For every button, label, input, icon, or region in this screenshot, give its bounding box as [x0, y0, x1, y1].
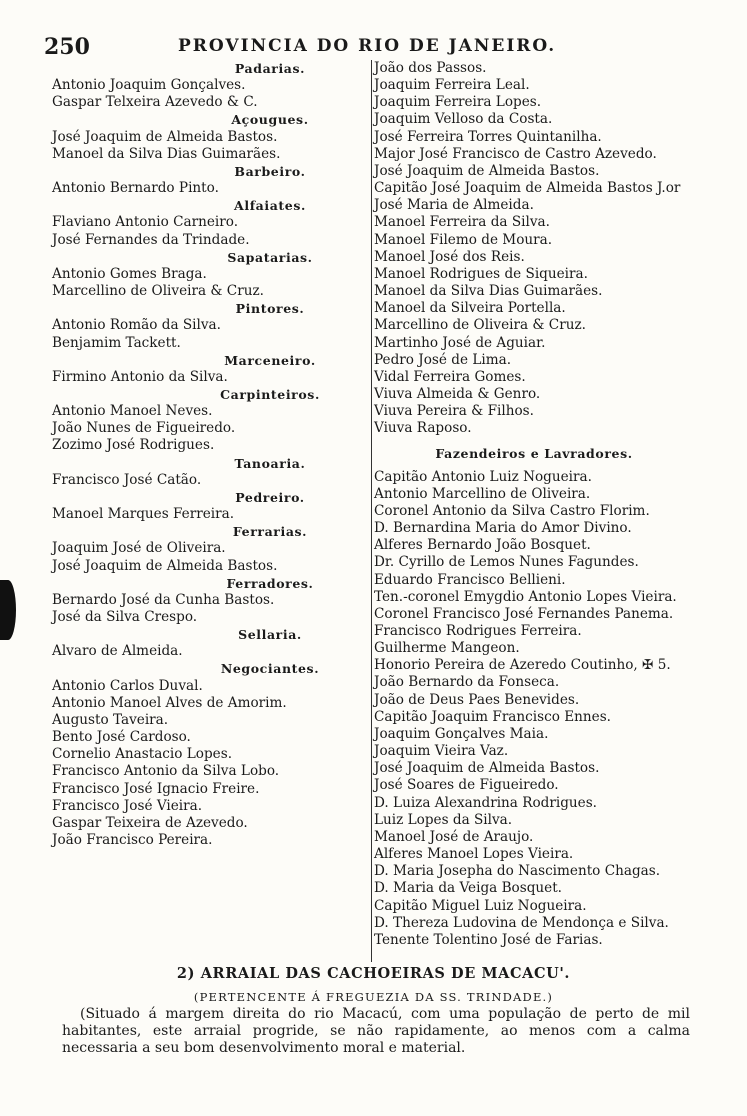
list-item: Manoel José dos Reis. [374, 248, 525, 265]
negociantes-continued [374, 60, 694, 437]
list-item: Honorio Pereira de Azeredo Coutinho, ✠ 5. [374, 657, 671, 674]
list-item: D. Thereza Ludovina de Mendonça e Silva. [374, 914, 669, 931]
section-heading: Açougues. [231, 112, 309, 128]
list-item: José Joaquim de Almeida Bastos. [374, 760, 600, 777]
section-heading: Carpinteiros. [220, 386, 320, 402]
list-item: Gaspar Telxeira Azevedo & C. [52, 94, 258, 111]
list-item: Manoel Filemo de Moura. [374, 231, 553, 248]
list-item: Gaspar Teixeira de Azevedo. [52, 814, 248, 831]
list-item: D. Maria Josepha do Nascimento Chagas. [374, 863, 661, 880]
list-item: José Soares de Figueiredo. [374, 777, 559, 794]
section-heading: Ferrarias. [232, 524, 308, 540]
left-column [52, 60, 368, 849]
list-item: José Joaquim de Almeida Bastos. [52, 557, 278, 574]
list-item: Bernardo José da Cunha Bastos. [52, 591, 275, 608]
ink-blot [0, 580, 16, 640]
list-item: Antonio Gomes Braga. [52, 265, 207, 282]
list-item: Capitão Miguel Luiz Nogueira. [374, 897, 587, 914]
list-item: Augusto Taveira. [52, 711, 169, 728]
list-item: Martinho José de Aguiar. [374, 334, 546, 351]
list-item: Luiz Lopes da Silva. [374, 811, 513, 828]
section-heading-fazendeiros: Fazendeiros e Lavradores. [435, 446, 633, 462]
list-item: João Francisco Pereira. [52, 832, 213, 849]
list-item: Joaquim Ferreira Lopes. [374, 94, 542, 111]
list-item: Viuva Pereira & Filhos. [374, 403, 534, 420]
section-heading: Marceneiro. [224, 352, 316, 368]
list-item: Francisco Rodrigues Ferreira. [374, 623, 582, 639]
section-subtitle: (PERTENCENTE Á FREGUEZIA DA SS. TRINDADE.) [193, 990, 554, 1004]
list-item: Ten.-coronel Emygdio Antonio Lopes Vieira. [374, 588, 677, 605]
list-item: João Bernardo da Fonseca. [374, 674, 560, 691]
list-item: Antonio Bernardo Pinto. [52, 180, 219, 197]
list-item: Antonio Marcellino de Oliveira. [374, 485, 591, 502]
page-number: 250 [44, 34, 90, 60]
right-column [371, 60, 694, 962]
list-item: Capitão Antonio Luiz Nogueira. [374, 468, 592, 485]
list-item: Joaquim Ferreira Leal. [374, 77, 530, 94]
list-item: Manoel da Silveira Portella. [374, 300, 566, 317]
list-item: José Joaquim de Almeida Bastos. [52, 128, 278, 145]
list-item: Marcellino de Oliveira & Cruz. [52, 283, 264, 300]
list-item: D. Maria da Veiga Bosquet. [374, 880, 563, 897]
section-heading: Tanoaria. [234, 455, 306, 471]
list-item: Manoel da Silva Dias Guimarães. [374, 283, 603, 300]
section-heading: Sellaria. [238, 627, 302, 643]
list-item: Marcellino de Oliveira & Cruz. [374, 317, 586, 334]
list-item: Francisco Antonio da Silva Lobo. [52, 763, 280, 780]
running-head: PROVINCIA DO RIO DE JANEIRO. [178, 36, 557, 56]
list-item: Capitão Joaquim Francisco Ennes. [374, 708, 612, 725]
list-item: Flaviano Antonio Carneiro. [52, 214, 239, 231]
list-item: Vidal Ferreira Gomes. [374, 368, 526, 385]
list-item: Francisco José Catão. [52, 471, 202, 488]
list-item: Joaquim José de Oliveira. [52, 540, 226, 557]
list-item: Major José Francisco de Castro Azevedo. [374, 145, 657, 162]
list-item: Pedro José de Lima. [374, 351, 512, 368]
section-paragraph: (Situado á margem direita do rio Macacú, com uma população de perto de mil habitantes, este arraial progride, se não rapidamente, ao menos com a calma necessaria a seu bom desenvolvimento moral e material. [62, 1006, 690, 1056]
section-heading: Alfaiates. [234, 198, 306, 214]
list-item: Antonio Joaquim Gonçalves. [52, 77, 246, 94]
list-item: Francisco José Vieira. [52, 797, 203, 814]
section-title: 2) ARRAIAL DAS CACHOEIRAS DE MACACU'. [176, 965, 571, 982]
list-item: Antonio Romão da Silva. [52, 317, 221, 334]
list-item: Manoel Ferreira da Silva. [374, 214, 550, 231]
section-heading: Negociantes. [220, 661, 320, 677]
list-item: Coronel Francisco José Fernandes Panema. [374, 605, 674, 622]
list-item: José Joaquim de Almeida Bastos. [374, 162, 600, 179]
section-heading: Ferradores. [226, 575, 314, 591]
list-item: Francisco José Ignacio Freire. [52, 780, 260, 797]
list-item: Alferes Bernardo João Bosquet. [374, 537, 591, 554]
list-item: Joaquim Velloso da Costa. [374, 111, 553, 128]
list-item: D. Bernardina Maria do Amor Divino. [374, 520, 632, 537]
list-item: Tenente Tolentino José de Farias. [374, 931, 603, 948]
list-item: Viuva Raposo. [374, 420, 472, 437]
fazendeiros-list [374, 469, 694, 949]
section-heading: Sapatarias. [227, 249, 313, 265]
list-item: Alvaro de Almeida. [52, 643, 183, 660]
list-item: Alferes Manoel Lopes Vieira. [374, 846, 574, 863]
list-item: Bento José Cardoso. [52, 729, 191, 746]
list-item: D. Luiza Alexandrina Rodrigues. [374, 794, 598, 811]
list-item: Benjamim Tackett. [52, 334, 181, 351]
list-item: João de Deus Paes Benevides. [374, 691, 580, 708]
list-item: Viuva Almeida & Genro. [374, 385, 541, 402]
section-heading: Barbeiro. [234, 163, 306, 179]
list-item: Capitão José Joaquim de Almeida Bastos J.or [374, 180, 681, 197]
list-item: Zozimo José Rodrigues. [52, 437, 215, 454]
list-item: Manoel Marques Ferreira. [52, 506, 235, 523]
list-item: Antonio Manoel Alves de Amorim. [52, 694, 287, 711]
list-item: Firmino Antonio da Silva. [52, 368, 228, 385]
list-item: Eduardo Francisco Bellieni. [374, 571, 566, 588]
list-item: Antonio Carlos Duval. [52, 677, 203, 694]
list-item: Joaquim Vieira Vaz. [374, 743, 509, 760]
section-heading: Padarias. [234, 61, 306, 76]
list-item: Dr. Cyrillo de Lemos Nunes Fagundes. [374, 554, 639, 571]
list-item: José Ferreira Torres Quintanilha. [374, 128, 602, 145]
list-item: José da Silva Crespo. [52, 609, 198, 625]
list-item: Antonio Manoel Neves. [52, 403, 213, 420]
section-heading: Pintores. [235, 301, 305, 317]
list-item: Manoel Rodrigues de Siqueira. [374, 265, 588, 282]
list-item: Joaquim Gonçalves Maia. [374, 725, 549, 742]
list-item: João Nunes de Figueiredo. [52, 420, 236, 437]
list-item: Manoel José de Araujo. [374, 828, 534, 845]
list-item: Cornelio Anastacio Lopes. [52, 746, 233, 763]
list-item: Coronel Antonio da Silva Castro Florim. [374, 502, 650, 519]
list-item: Manoel da Silva Dias Guimarães. [52, 145, 281, 162]
list-item: Guilherme Mangeon. [374, 640, 520, 657]
list-item: José Fernandes da Trindade. [52, 231, 250, 248]
list-item: José Maria de Almeida. [374, 197, 534, 214]
section-heading: Pedreiro. [235, 489, 305, 505]
list-item: João dos Passos. [374, 60, 487, 76]
